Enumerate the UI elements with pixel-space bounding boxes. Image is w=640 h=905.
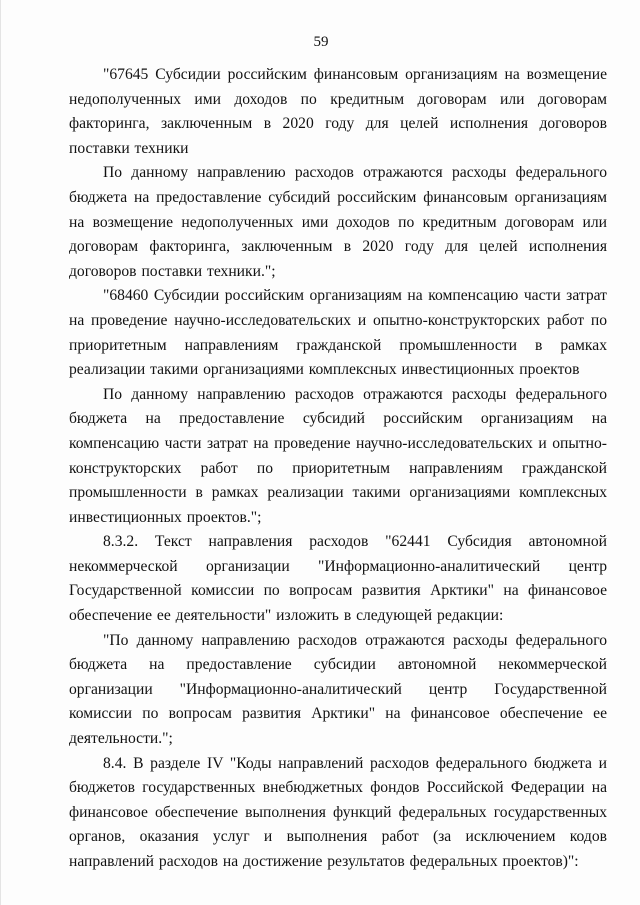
paragraph-62441-new-text: "По данному направлению расходов отражаются расходы федерального бюджета на предоставление субсидии автономной некоммерческой организации "Информационно-аналитический центр Государственной комиссии по вопросам развития Арктики" на финансовое обеспечение ее деятельности."; bbox=[69, 631, 607, 748]
paragraph-67645-title: "67645 Субсидии российским финансовым организациям на возмещение недополученных ими доходов по кредитным договорам или договорам факторинга, заключенным в 2020 году для целей исполнения договоров поставки техники bbox=[69, 66, 607, 157]
paragraph-68460-title: "68460 Субсидии российским организациям на компенсацию части затрат на проведение научно-исследовательских и опытно-конструкторских работ по приоритетным направлениям гражданской промышленности в рамках реализации такими организациями комплексных инвестиционных проектов bbox=[69, 287, 607, 379]
paragraph-68460-description: По данному направлению расходов отражаются расходы федерального бюджета на предоставление субсидий российским организациям на компенсацию части затрат на проведение научно-исследовательских и опытно-конструкторских работ по приоритетным направлениям гражданской промышленности в рамках реализации такими организациями комплексных инвестиционных проектов."; bbox=[69, 385, 607, 526]
paragraph-67645-description: По данному направлению расходов отражаются расходы федерального бюджета на предоставление субсидий российским финансовым организациям на возмещение недополученных ими доходов по кредитным договорам или договорам факторинга, заключенным в 2020 году для целей исполнения договоров поставки техники."; bbox=[69, 164, 607, 280]
page-number: 59 bbox=[313, 34, 329, 50]
document-body bbox=[69, 63, 607, 875]
paragraph-8-3-2: 8.3.2. Текст направления расходов "62441 Субсидия автономной некоммерческой организации "Информационно-аналитический центр Государственной комиссии по вопросам развития Арктики" на финансовое обеспечение ее деятельности" изложить в следующей редакции: bbox=[69, 533, 607, 625]
paragraph-8-4: 8.4. В разделе IV "Коды направлений расходов федерального бюджета и бюджетов государственных внебюджетных фондов Российской Федерации на финансовое обеспечение выполнения функций федеральных государственных органов, оказания услуг и выполнения работ (за исключением кодов направлений расходов на достижение результатов федеральных проектов)": bbox=[69, 754, 607, 870]
